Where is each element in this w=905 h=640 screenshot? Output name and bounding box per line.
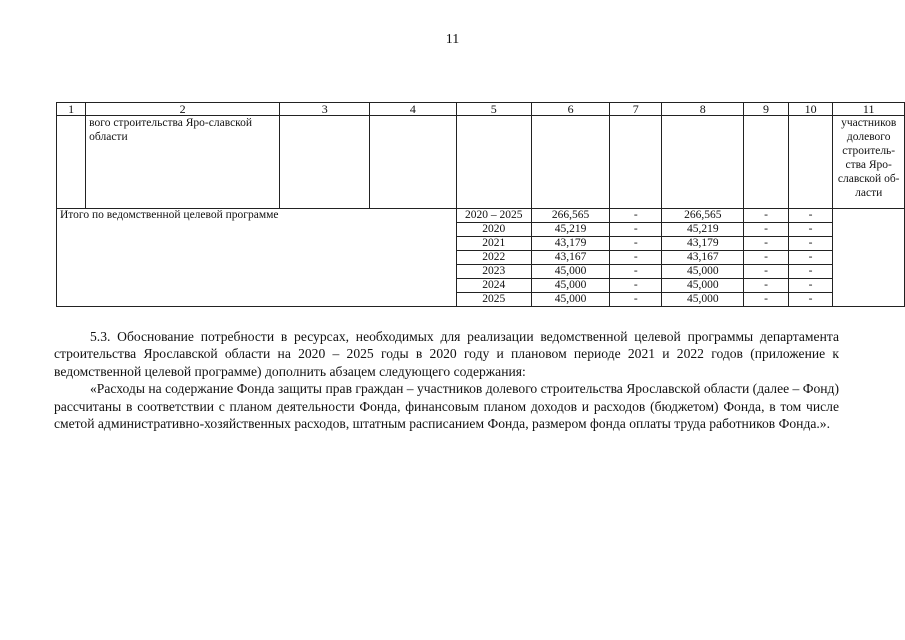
- value-cell: 45,219: [662, 223, 744, 237]
- value-cell: -: [744, 265, 788, 279]
- value-cell: 45,000: [662, 279, 744, 293]
- column-header: 6: [531, 103, 609, 116]
- table-cell: [662, 116, 744, 209]
- value-cell: -: [610, 293, 662, 307]
- value-cell: -: [610, 251, 662, 265]
- column-header: 2: [86, 103, 280, 116]
- period-cell: 2023: [456, 265, 531, 279]
- section-paragraph: «Расходы на содержание Фонда защиты прав граждан – участников долевого строительства Ярославской области (далее – Фонд) рассчитаны в соответствии с планом деятельности Фонда, финансовым планом доходов и расходов (бюджетом) Фонда, в том числе сметой административно-хозяйственных расходов, штатным расписанием Фонда, размером фонда оплаты труда работников Фонда.».: [54, 381, 839, 432]
- table-cell: [531, 116, 609, 209]
- value-cell: -: [788, 209, 833, 223]
- value-cell: 43,179: [662, 237, 744, 251]
- table-cell: [788, 116, 833, 209]
- section-5-3: [54, 328, 839, 432]
- column-header: 7: [610, 103, 662, 116]
- period-cell: 2020 – 2025: [456, 209, 531, 223]
- table-cell: [57, 116, 86, 209]
- total-label: Итого по ведомственной целевой программе: [57, 209, 457, 307]
- value-cell: 266,565: [662, 209, 744, 223]
- value-cell: -: [610, 209, 662, 223]
- value-cell: -: [610, 237, 662, 251]
- table-cell: [280, 116, 370, 209]
- section-paragraph: 5.3. Обоснование потребности в ресурсах, необходимых для реализации ведомственной целевой программы департамента строительства Ярославской области на 2020 – 2025 годы в 2020 году и плановом периоде 2021 и 2022 годов (приложение к ведомственной целевой программе) дополнить абзацем следующего содержания:: [54, 329, 839, 379]
- column-header: 8: [662, 103, 744, 116]
- table-cell: [456, 116, 531, 209]
- table-cell: [744, 116, 788, 209]
- column-header: 11: [833, 103, 905, 116]
- value-cell: -: [788, 223, 833, 237]
- value-cell: -: [744, 209, 788, 223]
- period-cell: 2020: [456, 223, 531, 237]
- value-cell: 45,000: [662, 265, 744, 279]
- period-cell: 2022: [456, 251, 531, 265]
- column-header: 9: [744, 103, 788, 116]
- column-header: 10: [788, 103, 833, 116]
- column-header: 4: [370, 103, 456, 116]
- value-cell: 266,565: [531, 209, 609, 223]
- period-cell: 2025: [456, 293, 531, 307]
- value-cell: -: [610, 265, 662, 279]
- value-cell: -: [744, 223, 788, 237]
- value-cell: -: [744, 251, 788, 265]
- page-number: 11: [445, 32, 460, 47]
- column-header: 5: [456, 103, 531, 116]
- value-cell: 45,000: [531, 279, 609, 293]
- table-cell-description: вого строительства Яро-славской области: [86, 116, 280, 209]
- value-cell: 45,219: [531, 223, 609, 237]
- table-cell: [833, 209, 905, 307]
- table-header-row: [57, 103, 905, 116]
- value-cell: -: [610, 223, 662, 237]
- table-cell-participants: участников долевого строитель-ства Яро-славской об-ласти: [833, 116, 905, 209]
- value-cell: 45,000: [662, 293, 744, 307]
- table-row: [57, 209, 905, 223]
- budget-table: [56, 102, 905, 307]
- column-header: 1: [57, 103, 86, 116]
- value-cell: -: [788, 237, 833, 251]
- value-cell: 43,179: [531, 237, 609, 251]
- column-header: 3: [280, 103, 370, 116]
- value-cell: -: [788, 251, 833, 265]
- period-cell: 2021: [456, 237, 531, 251]
- period-cell: 2024: [456, 279, 531, 293]
- continuation-row: [57, 116, 905, 209]
- value-cell: -: [610, 279, 662, 293]
- value-cell: 43,167: [662, 251, 744, 265]
- value-cell: -: [744, 237, 788, 251]
- value-cell: -: [788, 265, 833, 279]
- table-cell: [370, 116, 456, 209]
- value-cell: 43,167: [531, 251, 609, 265]
- table-cell: [610, 116, 662, 209]
- value-cell: 45,000: [531, 293, 609, 307]
- value-cell: -: [744, 279, 788, 293]
- value-cell: 45,000: [531, 265, 609, 279]
- value-cell: -: [744, 293, 788, 307]
- value-cell: -: [788, 293, 833, 307]
- value-cell: -: [788, 279, 833, 293]
